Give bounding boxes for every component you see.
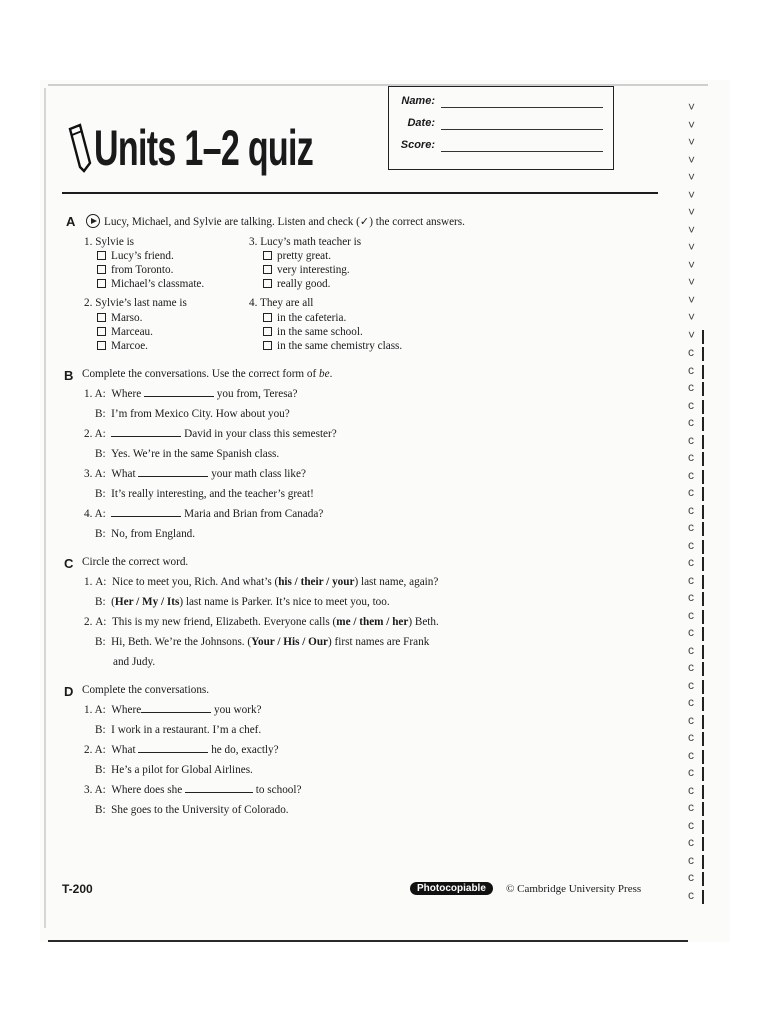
spiral-wire	[702, 627, 704, 641]
b-line: 4. A: Maria and Brian from Canada?	[84, 508, 324, 520]
spiral-ring: c	[688, 572, 694, 587]
section-a-letter: A	[66, 214, 76, 229]
spiral-ring: ˅	[688, 117, 696, 132]
spiral-wire	[702, 610, 704, 624]
spiral-wire	[702, 417, 704, 431]
a-q1-stem: 1. Sylvie is	[84, 236, 135, 248]
b-line: B: I’m from Mexico City. How about you?	[95, 408, 290, 420]
spiral-ring: c	[688, 520, 694, 534]
checkbox[interactable]	[263, 341, 272, 350]
spiral-wire	[702, 837, 704, 851]
title-rule	[62, 192, 658, 194]
b-line: 1. A: Where you from, Teresa?	[84, 388, 298, 400]
word-choice[interactable]: his / their / your	[278, 576, 355, 588]
b-line: 2. A: David in your class this semester?	[84, 428, 337, 440]
c-line: B: (Her / My / Its) last name is Parker. It’s nice to meet you, too.	[95, 596, 390, 608]
audio-play-icon[interactable]	[86, 214, 100, 228]
spiral-wire	[702, 557, 704, 571]
answer-blank[interactable]	[144, 396, 214, 397]
answer-blank[interactable]	[141, 712, 211, 713]
spiral-wire	[702, 820, 704, 834]
spiral-wire	[702, 855, 704, 869]
a-q2-option[interactable]: Marceau.	[97, 326, 153, 338]
word-choice[interactable]: Your / His / Our	[251, 636, 329, 648]
page-edge-left	[44, 88, 46, 928]
spiral-ring: c	[688, 502, 694, 517]
spiral-wire	[702, 487, 704, 501]
page-number: T-200	[62, 882, 93, 896]
spiral-wire	[702, 347, 704, 361]
spiral-ring: c	[688, 887, 694, 902]
date-label: Date:	[407, 117, 435, 129]
a-q4-option[interactable]: in the same chemistry class.	[263, 340, 402, 352]
spiral-ring: c	[688, 362, 694, 377]
spiral-ring: c	[688, 397, 694, 412]
spiral-wire	[702, 365, 704, 379]
spiral-ring: c	[688, 590, 694, 604]
spiral-wire	[702, 505, 704, 519]
copyright-text: © Cambridge University Press	[506, 883, 642, 895]
word-choice[interactable]: Her / My / Its	[114, 596, 180, 608]
a-q3-stem: 3. Lucy’s math teacher is	[249, 236, 362, 248]
a-q1-option[interactable]: Michael’s classmate.	[97, 278, 204, 290]
spiral-wire	[702, 732, 704, 746]
answer-blank[interactable]	[138, 476, 208, 477]
checkbox[interactable]	[97, 265, 106, 274]
spiral-ring: c	[688, 432, 694, 447]
score-line[interactable]	[441, 151, 603, 152]
spiral-ring: c	[688, 695, 694, 709]
spiral-wire	[702, 522, 704, 536]
spiral-ring: c	[688, 537, 694, 552]
spiral-wire	[702, 715, 704, 729]
section-d-letter: D	[64, 684, 74, 699]
spiral-ring: c	[688, 467, 694, 482]
spiral-ring: c	[688, 660, 694, 674]
checkbox[interactable]	[263, 251, 272, 260]
word-choice[interactable]: me / them / her	[336, 616, 409, 628]
spiral-wire	[702, 575, 704, 589]
a-q2-stem: 2. Sylvie’s last name is	[84, 297, 187, 309]
spiral-ring: ˅	[688, 135, 696, 149]
spiral-ring: c	[688, 835, 694, 849]
spiral-wire	[702, 592, 704, 606]
answer-blank[interactable]	[111, 436, 181, 437]
spiral-ring: c	[688, 765, 694, 779]
spiral-ring: c	[688, 485, 694, 499]
a-q2-option[interactable]: Marso.	[97, 312, 142, 324]
spiral-ring: c	[688, 870, 694, 884]
spiral-wire	[702, 872, 704, 886]
spiral-wire	[702, 645, 704, 659]
section-b-letter: B	[64, 368, 74, 383]
checkbox[interactable]	[97, 313, 106, 322]
spiral-ring: c	[688, 345, 694, 359]
spiral-ring: ˅	[688, 240, 696, 254]
b-line: B: Yes. We’re in the same Spanish class.	[95, 448, 280, 460]
spiral-wire	[702, 680, 704, 694]
checkbox[interactable]	[97, 279, 106, 288]
d-line: B: He’s a pilot for Global Airlines.	[95, 764, 253, 776]
b-line: B: It’s really interesting, and the teacher’s great!	[95, 488, 314, 500]
checkbox[interactable]	[263, 265, 272, 274]
d-line: 3. A: Where does she to school?	[84, 784, 302, 796]
spiral-wire	[702, 540, 704, 554]
spiral-ring: c	[688, 730, 694, 744]
spiral-ring: ˅	[688, 170, 696, 184]
section-b-instruction: Complete the conversations. Use the correct form of be.	[82, 368, 333, 380]
spiral-ring: c	[688, 782, 694, 797]
spiral-wire	[702, 750, 704, 764]
spiral-wire	[702, 435, 704, 449]
page-title: Units 1–2 quiz	[94, 120, 314, 176]
spiral-ring: ˅	[688, 327, 696, 342]
a-q3-option[interactable]: pretty great.	[263, 250, 331, 262]
d-line: 1. A: Where you work?	[84, 704, 262, 716]
spiral-wire	[702, 767, 704, 781]
spiral-ring: ˅	[688, 275, 696, 289]
a-q1-option[interactable]: from Toronto.	[97, 264, 173, 276]
spiral-ring: ˅	[688, 257, 696, 272]
name-line[interactable]	[441, 107, 603, 108]
title-area	[66, 118, 416, 178]
spiral-ring: c	[688, 607, 694, 622]
c-line: B: Hi, Beth. We’re the Johnsons. (Your / His / Our) first names are Frank	[95, 636, 430, 648]
section-a-instruction: Lucy, Michael, and Sylvie are talking. Listen and check (✓) the correct answers.	[86, 214, 465, 228]
answer-blank[interactable]	[185, 792, 253, 793]
name-label: Name:	[401, 95, 435, 107]
spiral-ring: c	[688, 415, 694, 429]
spiral-wire	[702, 330, 704, 344]
spiral-wire	[702, 890, 704, 904]
spiral-ring: c	[688, 642, 694, 657]
photocopiable-badge: Photocopiable	[410, 882, 493, 895]
c-line: and Judy.	[113, 656, 156, 668]
spiral-ring: ˅	[688, 310, 696, 324]
a-q4-option[interactable]: in the cafeteria.	[263, 312, 346, 324]
section-d-instruction: Complete the conversations.	[82, 684, 210, 696]
checkbox[interactable]	[97, 341, 106, 350]
d-line: 2. A: What he do, exactly?	[84, 744, 279, 756]
spiral-ring: ˅	[688, 152, 696, 167]
c-line: 2. A: This is my new friend, Elizabeth. Everyone calls (me / them / her) Beth.	[84, 616, 439, 628]
d-line: B: She goes to the University of Colorado.	[95, 804, 289, 816]
a-q4-option[interactable]: in the same school.	[263, 326, 363, 338]
a-q4-stem: 4. They are all	[249, 297, 314, 309]
a-q2-option[interactable]: Marcoe.	[97, 340, 148, 352]
spiral-wire	[702, 470, 704, 484]
name-date-score-box	[388, 86, 614, 170]
spiral-ring: ˅	[688, 100, 696, 114]
spiral-binding	[686, 90, 712, 920]
spiral-wire	[702, 785, 704, 799]
a-q3-option[interactable]: very interesting.	[263, 264, 350, 276]
spiral-ring: c	[688, 800, 694, 814]
checkbox[interactable]	[263, 279, 272, 288]
checkbox[interactable]	[97, 327, 106, 336]
d-line: B: I work in a restaurant. I’m a chef.	[95, 724, 262, 736]
score-label: Score:	[400, 139, 435, 151]
spiral-ring: c	[688, 747, 694, 762]
checkbox[interactable]	[263, 313, 272, 322]
a-q1-option[interactable]: Lucy’s friend.	[97, 250, 174, 262]
spiral-ring: ˅	[688, 187, 696, 202]
checkbox[interactable]	[263, 327, 272, 336]
checkbox[interactable]	[97, 251, 106, 260]
spiral-ring: ˅	[688, 205, 696, 219]
name-row[interactable]	[389, 95, 613, 115]
spiral-ring: c	[688, 852, 694, 867]
date-line[interactable]	[441, 129, 603, 130]
spiral-wire	[702, 452, 704, 466]
answer-blank[interactable]	[138, 752, 208, 753]
spiral-ring: ˅	[688, 222, 696, 237]
spiral-wire	[702, 382, 704, 396]
spiral-ring: c	[688, 817, 694, 832]
c-line: 1. A: Nice to meet you, Rich. And what’s (his / their / your) last name, again?	[84, 576, 439, 588]
section-c-letter: C	[64, 556, 74, 571]
spiral-ring: c	[688, 555, 694, 569]
pencil-icon	[66, 123, 92, 173]
spiral-ring: ˅	[688, 292, 696, 307]
date-row[interactable]	[389, 117, 613, 137]
answer-blank[interactable]	[111, 516, 181, 517]
spiral-wire	[702, 662, 704, 676]
spiral-wire	[702, 697, 704, 711]
spiral-ring: c	[688, 380, 694, 394]
a-q3-option[interactable]: really good.	[263, 278, 330, 290]
b-line: B: No, from England.	[95, 528, 196, 540]
spiral-ring: c	[688, 712, 694, 727]
b-line: 3. A: What your math class like?	[84, 468, 306, 480]
spiral-wire	[702, 802, 704, 816]
spiral-ring: c	[688, 625, 694, 639]
spiral-ring: c	[688, 677, 694, 692]
page-edge-bottom	[48, 940, 688, 942]
score-row[interactable]	[389, 139, 613, 159]
spiral-wire	[702, 400, 704, 414]
section-c-instruction: Circle the correct word.	[82, 556, 189, 568]
spiral-ring: c	[688, 450, 694, 464]
